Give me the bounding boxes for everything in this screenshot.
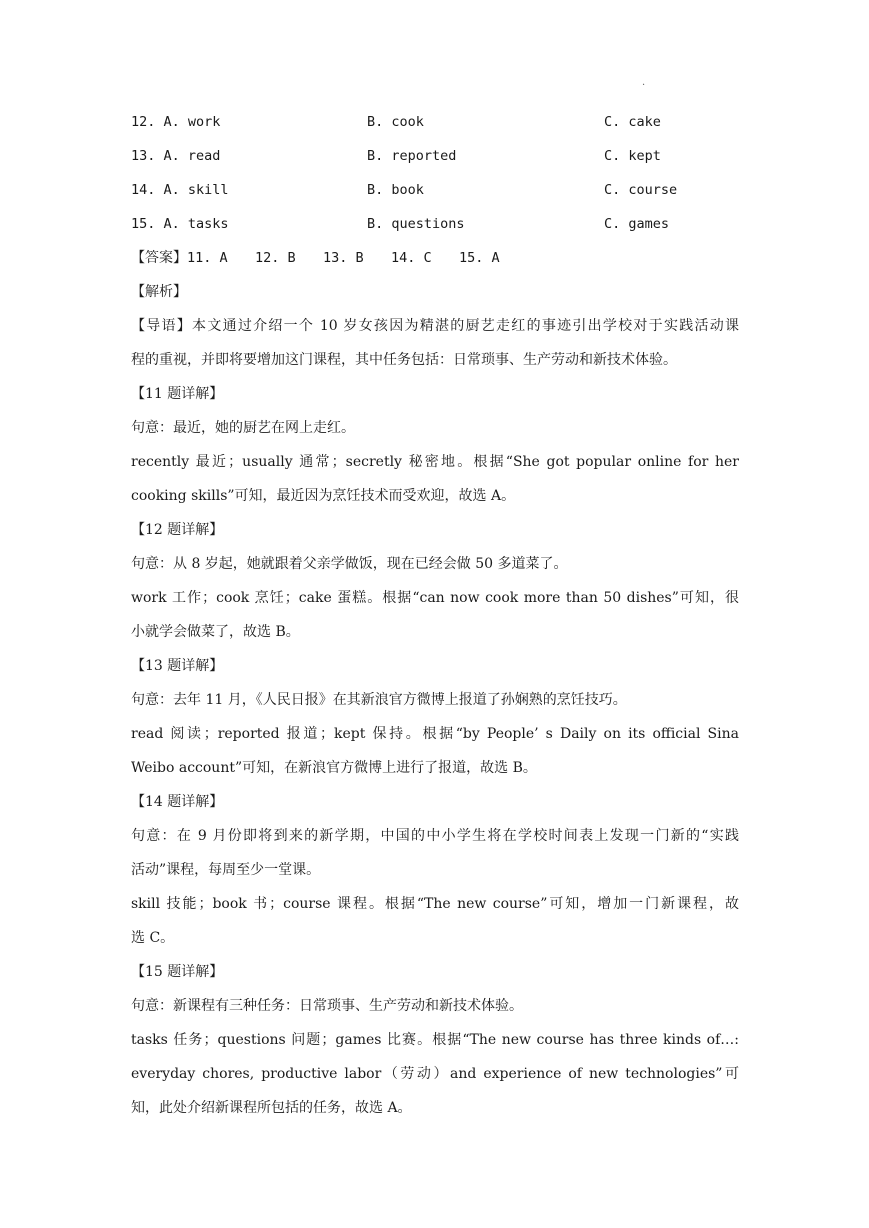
document-body xyxy=(131,111,739,1131)
explanation-line: skill 技能；book 书；course 课程。根据“The new course”可知，增加一门新课程，故 xyxy=(131,896,739,912)
answer-row xyxy=(131,247,739,281)
option-b: B. cook xyxy=(367,114,424,130)
option-a-text: A. work xyxy=(163,114,221,130)
option-a-text: A. skill xyxy=(163,182,229,198)
sentence-meaning: 句意：从 8 岁起，她就跟着父亲学做饭，现在已经会做 50 多道菜了。 xyxy=(131,556,568,572)
explanation-paragraph xyxy=(131,723,739,791)
question-options-15 xyxy=(131,213,739,247)
option-a xyxy=(131,111,220,133)
answer-item: 12. B xyxy=(255,250,296,266)
explanation-line: read 阅读；reported 报道；kept 保持。根据“by People’ s Daily on its official Sina xyxy=(131,726,739,742)
option-a-text: A. tasks xyxy=(163,216,229,232)
explanation-line: tasks 任务；questions 问题；games 比赛。根据“The new course has three kinds of…: xyxy=(131,1032,739,1048)
option-b: B. book xyxy=(367,182,424,198)
question-number: 12. xyxy=(131,114,156,130)
explanation-paragraph xyxy=(131,893,739,961)
intro-paragraph xyxy=(131,315,739,383)
question-number: 15. xyxy=(131,216,156,232)
option-b: B. questions xyxy=(367,216,465,232)
section-title-14: 【14 题详解】 xyxy=(131,794,224,810)
option-a-text: A. read xyxy=(163,148,221,164)
section-title-12: 【12 题详解】 xyxy=(131,522,224,538)
answer-item: 15. A xyxy=(459,250,500,266)
explanation-line: 选 C。 xyxy=(131,930,175,946)
question-options-12 xyxy=(131,111,739,145)
page-mark: · xyxy=(642,80,646,91)
explanation-paragraph xyxy=(131,1029,739,1131)
explanation-line: cooking skills”可知，最近因为烹饪技术而受欢迎，故选 A。 xyxy=(131,488,516,504)
sentence-meaning: 句意：去年 11 月，《人民日报》在其新浪官方微博上报道了孙娴熟的烹饪技巧。 xyxy=(131,692,627,708)
option-b: B. reported xyxy=(367,148,457,164)
section-title-15: 【15 题详解】 xyxy=(131,964,224,980)
explanation-line: Weibo account”可知，在新浪官方微博上进行了报道，故选 B。 xyxy=(131,760,537,776)
option-c: C. course xyxy=(604,182,678,198)
option-c: C. games xyxy=(604,216,670,232)
question-options-13 xyxy=(131,145,739,179)
option-c: C. kept xyxy=(604,148,661,164)
intro-line: 程的重视，并即将要增加这门课程，其中任务包括：日常琐事、生产劳动和新技术体验。 xyxy=(131,352,677,368)
section-title-11: 【11 题详解】 xyxy=(131,386,224,402)
question-number: 13. xyxy=(131,148,156,164)
question-options-14 xyxy=(131,179,739,213)
answer-item: 11. A xyxy=(187,250,228,266)
option-a xyxy=(131,179,229,201)
answer-label: 【答案】 xyxy=(131,250,187,266)
explanation-line: 小就学会做菜了，故选 B。 xyxy=(131,624,300,640)
meaning-line: 句意：在 9 月份即将到来的新学期，中国的中小学生将在学校时间表上发现一门新的“实践 xyxy=(131,828,739,844)
answer-item: 13. B xyxy=(323,250,364,266)
option-c: C. cake xyxy=(604,114,661,130)
explanation-paragraph xyxy=(131,451,739,519)
intro-line: 【导语】本文通过介绍一个 10 岁女孩因为精湛的厨艺走红的事迹引出学校对于实践活动课 xyxy=(131,318,739,334)
explanation-line: recently 最近；usually 通常；secretly 秘密地。根据“She got popular online for her xyxy=(131,454,739,470)
option-a xyxy=(131,213,229,235)
explanation-line: work 工作；cook 烹饪；cake 蛋糕。根据“can now cook more than 50 dishes”可知，很 xyxy=(131,590,739,606)
explanation-line: 知，此处介绍新课程所包括的任务，故选 A。 xyxy=(131,1100,412,1116)
option-a xyxy=(131,145,220,167)
sentence-meaning: 句意：新课程有三种任务：日常琐事、生产劳动和新技术体验。 xyxy=(131,998,523,1014)
question-number: 14. xyxy=(131,182,156,198)
meaning-line: 活动”课程，每周至少一堂课。 xyxy=(131,862,321,878)
analysis-heading: 【解析】 xyxy=(131,284,187,300)
sentence-meaning xyxy=(131,825,739,893)
answer-item: 14. C xyxy=(391,250,432,266)
explanation-line: everyday chores, productive labor（劳动）and experience of new technologies”可 xyxy=(131,1066,739,1082)
sentence-meaning: 句意：最近，她的厨艺在网上走红。 xyxy=(131,420,355,436)
explanation-paragraph xyxy=(131,587,739,655)
section-title-13: 【13 题详解】 xyxy=(131,658,224,674)
